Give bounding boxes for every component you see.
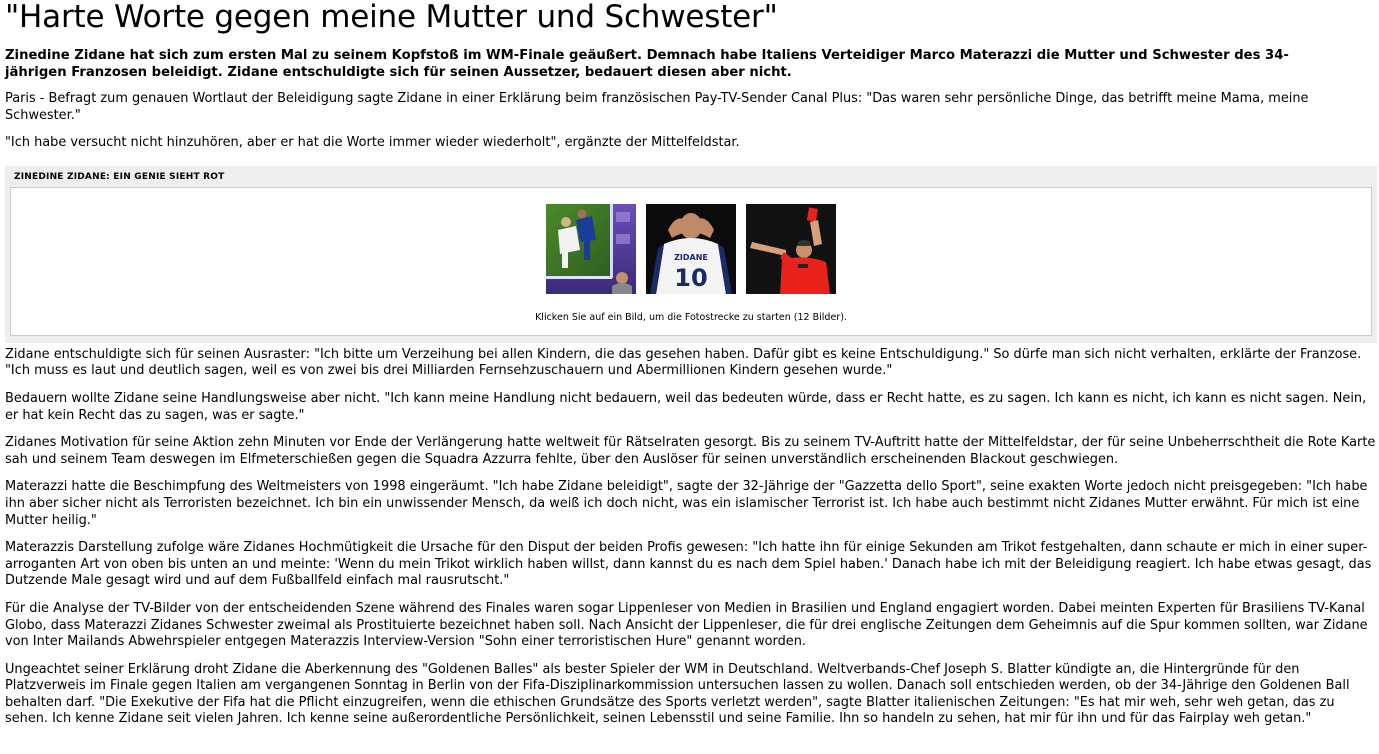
paragraph-1: Paris - Befragt zum genauen Wortlaut der Beleidigung sagte Zidane in einer Erklärung beim französischen Pay-TV-Sender Canal Plus: "Das waren sehr persönliche Dinge, das betrifft meine Mama, meine Schwester." — [5, 91, 1309, 123]
headbutt-photo-icon — [546, 204, 636, 294]
paragraph-3: Zidane entschuldigte sich für seinen Ausraster: "Ich bitte um Verzeihung bei allen Kindern, die das gesehen haben. Dafür gibt es keine Entschuldigung." So dürfe man sich nicht verhalten, erklärte der Franzose. "Ich muss es laut und deutlich sagen, weil es von zwei bis drei Milliarden Fernsehzuschauern und Abermillionen Kindern gesehen wurde." — [5, 346, 1362, 379]
article-title: "Harte Worte gegen meine Mutter und Schwester" — [5, 0, 778, 35]
gallery-title: ZINEDINE ZIDANE: EIN GENIE SIEHT ROT — [14, 171, 225, 182]
jersey-number: 10 — [674, 263, 708, 292]
photo-gallery — [5, 166, 1377, 343]
jersey-name: ZIDANE — [674, 252, 708, 262]
gallery-box — [10, 187, 1372, 336]
paragraph-6: Materazzi hatte die Beschimpfung des Weltmeisters von 1998 eingeräumt. "Ich habe Zidane beleidigt", sagte der 32-Jährige der "Gazzetta dello Sport", seine exakten Worte jedoch nicht preisgegeben: "Ich habe ihn aber sicher nicht als Terroristen bezeichnet. Ich bin ein unwissender Mensch, da weiß ich doch nicht, was ein islamischer Terrorist ist. Ich habe auch bestimmt nicht Zidanes Mutter erwähnt. Für mich ist eine Mutter heilig." — [5, 479, 1368, 528]
gallery-thumb-red-card[interactable] — [746, 204, 836, 294]
paragraph-2: "Ich habe versucht nicht hinzuhören, aber er hat die Worte immer wieder wiederholt", ergänzte der Mittelfeldstar. — [5, 135, 740, 151]
referee-red-card-photo-icon — [746, 204, 836, 294]
gallery-thumb-headbutt[interactable] — [546, 204, 636, 294]
gallery-thumb-zidane-10[interactable] — [646, 204, 736, 294]
gallery-caption: Klicken Sie auf ein Bild, um die Fotostrecke zu starten (12 Bilder). — [535, 311, 847, 323]
paragraph-5: Zidanes Motivation für seine Aktion zehn Minuten vor Ende der Verlängerung hatte weltweit für Rätselraten gesorgt. Bis zu seinem TV-Auftritt hatte der Mittelfeldstar, der für seine Unbeherrschtheit die Rote Karte sah und seinem Team deswegen im Elfmeterschießen gegen die Squadra Azzurra fehlte, über den Auslöser für seinen unverständlich erscheinenden Blackout geschwiegen. — [5, 435, 1376, 467]
zidane-10-back-photo-icon — [646, 204, 736, 294]
paragraph-7: Materazzis Darstellung zufolge wäre Zidanes Hochmütigkeit die Ursache für den Disput der beiden Profis gewesen: "Ich hatte ihn für einige Sekunden am Trikot festgehalten, dann schaute er mich in einer super-arroganten Art von oben bis unten an und meinte: 'Wenn du mein Trikot wirklich haben willst, dann kannst du es nach dem Spiel haben.' Danach habe ich mit der Beleidigung reagiert. Ich habe etwas gesagt, das Dutzende Male gesagt wird und auf dem Fußballfeld einfach mal rausrutscht." — [5, 540, 1372, 589]
paragraph-4: Bedauern wollte Zidane seine Handlungsweise aber nicht. "Ich kann meine Handlung nicht bedauern, weil das bedeuten würde, dass er Recht hatte, es zu sagen. Ich kann es nicht, ich kann es nicht sagen. Nein, er hat kein Recht das zu sagen, was er sagte." — [5, 390, 1367, 423]
gallery-thumbnails — [546, 204, 836, 294]
paragraph-9: Ungeachtet seiner Erklärung droht Zidane die Aberkennung des "Goldenen Balles" als bester Spieler der WM in Deutschland. Weltverbands-Chef Joseph S. Blatter kündigte an, die Hintergründe für den Platzverweis im Finale gegen Italien am vergangenen Sonntag in Berlin von der Fifa-Disziplinarkommission untersuchen lassen zu wollen. Danach soll entschieden werden, ob der 34-Jährige den Goldenen Ball behalten darf. "Die Exekutive der Fifa hat die Pflicht einzugreifen, wenn die ethischen Grundsätze des Sports verletzt werden", sagte Blatter italienischen Zeitungen: "Es hat mir weh, sehr weh getan, das zu sehen. Ich kenne Zidane seit vielen Jahren. Ich kenne seine außerordentliche Persönlichkeit, seinen Lebensstil und seine Familie. Ihn so handeln zu sehen, hat mir für ihn und für das Fairplay weh getan." — [5, 661, 1350, 727]
paragraph-8: Für die Analyse der TV-Bilder von der entscheidenden Szene während des Finales waren sogar Lippenleser von Medien in Brasilien und England engagiert worden. Dabei meinten Experten für Brasiliens TV-Kanal Globo, dass Materazzi Zidanes Schwester zweimal als Prostituierte bezeichnet haben soll. Nach Ansicht der Lippenleser, die für drei englische Zeitungen dem Geheimnis auf die Spur kommen sollten, war Zidane von Inter Mailands Abwehrspieler entgegen Materazzis Interview-Version "Sohn einer terroristischen Hure" genannt worden. — [5, 600, 1368, 650]
article-lead: Zinedine Zidane hat sich zum ersten Mal zu seinem Kopfstoß im WM-Finale geäußert. Demnach habe Italiens Verteidiger Marco Materazzi die Mutter und Schwester des 34-jährigen Franzosen beleidigt. Zidane entschuldigte sich für seinen Aussetzer, bedauert diesen aber nicht. — [5, 48, 1289, 80]
